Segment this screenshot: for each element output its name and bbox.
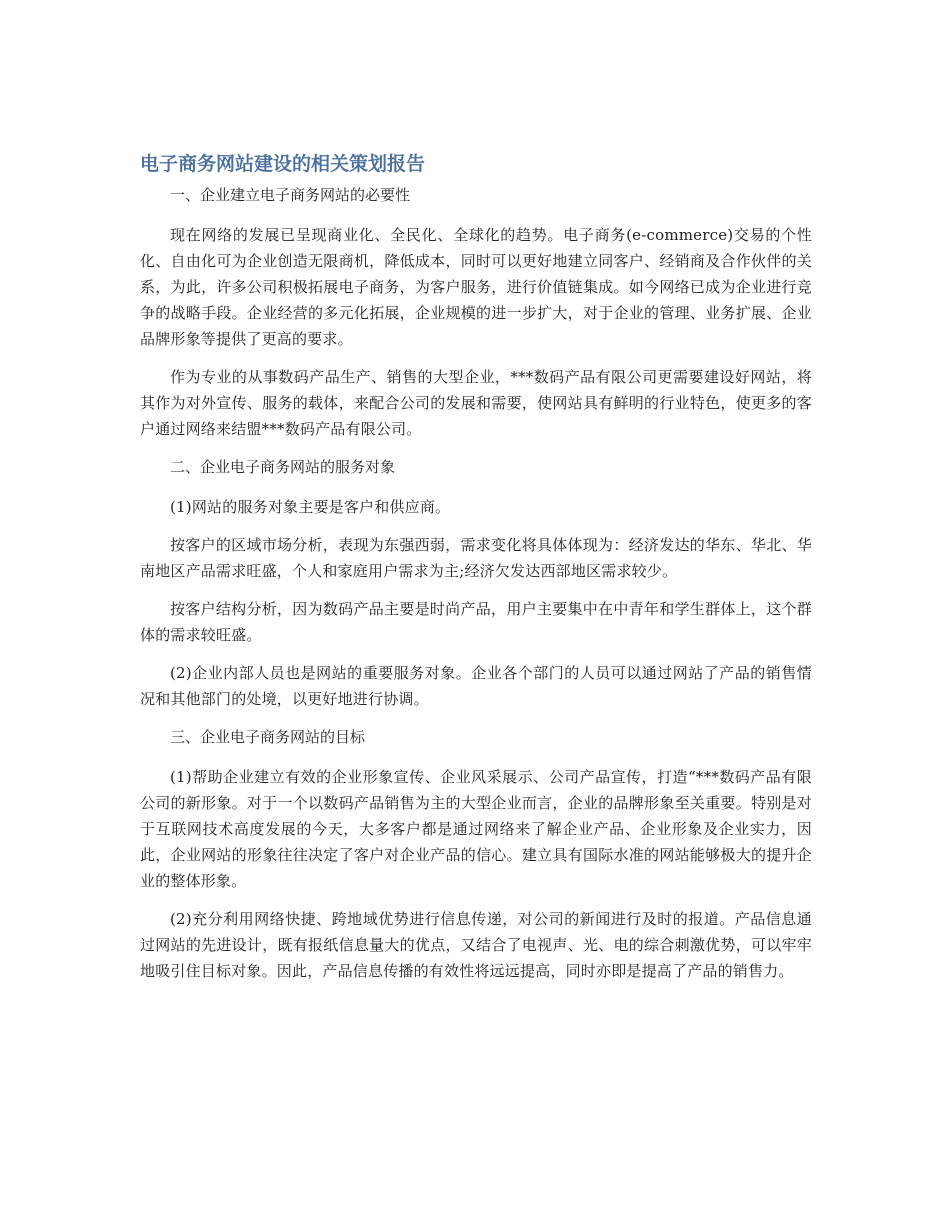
paragraph: (1)网站的服务对象主要是客户和供应商。	[170, 498, 451, 516]
paragraph: 按客户的区域市场分析，表现为东强西弱，需求变化将具体体现为：经济发达的华东、华北、华南地区产品需求旺盛，个人和家庭用户需求为主;经济欠发达西部地区需求较少。	[140, 536, 812, 580]
section-heading-3: 三、企业电子商务网站的目标	[170, 728, 366, 746]
document-title: 电子商务网站建设的相关策划报告	[140, 153, 426, 175]
section-heading-2: 二、企业电子商务网站的服务对象	[170, 458, 396, 476]
paragraph: 现在网络的发展已呈现商业化、全民化、全球化的趋势。电子商务(e-commerce)交易的个性化、自由化可为企业创造无限商机，降低成本，同时可以更好地建立同客户、经销商及合作伙伴的关系，为此，许多公司积极拓展电子商务，为客户服务，进行价值链集成。如今网络已成为企业进行竞争的战略手段。企业经营的多元化拓展，企业规模的进一步扩大，对于企业的管理、业务扩展、企业品牌形象等提供了更高的要求。	[140, 226, 812, 348]
paragraph: (2)企业内部人员也是网站的重要服务对象。企业各个部门的人员可以通过网站了产品的销售情况和其他部门的处境，以更好地进行协调。	[140, 664, 812, 708]
paragraph: (2)充分利用网络快捷、跨地域优势进行信息传递，对公司的新闻进行及时的报道。产品信息通过网站的先进设计，既有报纸信息量大的优点，又结合了电视声、光、电的综合刺激优势，可以牢牢地吸引住目标对象。因此，产品信息传播的有效性将远远提高，同时亦即是提高了产品的销售力。	[140, 910, 812, 980]
paragraph: 作为专业的从事数码产品生产、销售的大型企业，***数码产品有限公司更需要建设好网站，将其作为对外宣传、服务的载体，来配合公司的发展和需要，使网站具有鲜明的行业特色，使更多的客户通过网络来结盟***数码产品有限公司。	[140, 368, 812, 438]
paragraph: (1)帮助企业建立有效的企业形象宣传、企业风采展示、公司产品宣传，打造“***数码产品有限公司的新形象。对于一个以数码产品销售为主的大型企业而言，企业的品牌形象至关重要。特别是对于互联网技术高度发展的今天，大多客户都是通过网络来了解企业产品、企业形象及企业实力，因此，企业网站的形象往往决定了客户对企业产品的信心。建立具有国际水准的网站能够极大的提升企业的整体形象。	[140, 768, 812, 890]
paragraph: 按客户结构分析，因为数码产品主要是时尚产品，用户主要集中在中青年和学生群体上，这个群体的需求较旺盛。	[140, 600, 812, 644]
document-body	[140, 148, 812, 996]
section-heading-1: 一、企业建立电子商务网站的必要性	[170, 186, 411, 204]
